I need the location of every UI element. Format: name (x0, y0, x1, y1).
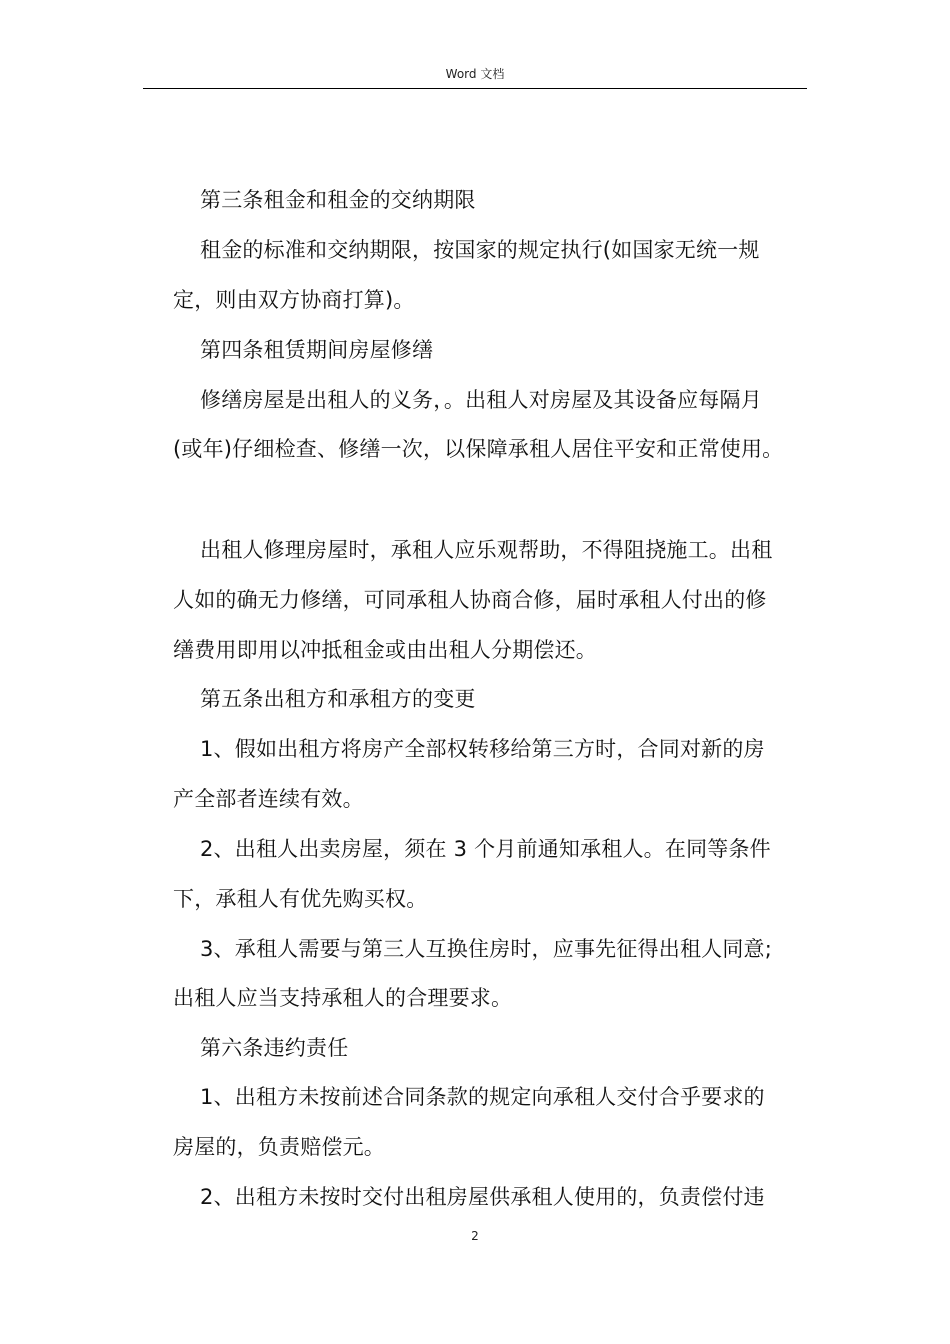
paragraph-line: 出租人应当支持承租人的合理要求。 (173, 986, 513, 1010)
paragraph-line: 缮费用即用以冲抵租金或由出租人分期偿还。 (173, 638, 597, 662)
paragraph-line: 房屋的，负责赔偿元。 (173, 1135, 385, 1159)
article-4-heading: 第四条租赁期间房屋修缮 (200, 338, 434, 362)
article-3-heading: 第三条租金和租金的交纳期限 (200, 188, 476, 212)
paragraph-line: 1、假如出租方将房产全部权转移给第三方时，合同对新的房 (200, 737, 765, 761)
paragraph-line: 1、出租方未按前述合同条款的规定向承租人交付合乎要求的 (200, 1085, 765, 1109)
paragraph-line: 3、承租人需要与第三人互换住房时，应事先征得出租人同意; (200, 937, 773, 961)
paragraph-line: 产全部者连续有效。 (173, 787, 364, 811)
paragraph-line: (或年)仔细检查、修缮一次，以保障承租人居住平安和正常使用。 (173, 437, 784, 461)
paragraph-line: 2、出租人出卖房屋，须在 3 个月前通知承租人。在同等条件 (200, 837, 771, 861)
article-5-heading: 第五条出租方和承租方的变更 (200, 687, 476, 711)
article-6-heading: 第六条违约责任 (200, 1036, 349, 1060)
paragraph-line: 出租人修理房屋时，承租人应乐观帮助，不得阻挠施工。出租 (200, 538, 773, 562)
paragraph-line: 定，则由双方协商打算)。 (173, 288, 415, 312)
paragraph-line: 租金的标准和交纳期限，按国家的规定执行(如国家无统一规 (200, 238, 760, 262)
paragraph-line: 下，承租人有优先购买权。 (173, 887, 428, 911)
page-number: 2 (471, 1229, 479, 1243)
header-divider (143, 88, 807, 89)
page-header-title: Word 文档 (445, 67, 505, 81)
paragraph-line: 修缮房屋是出租人的义务，。出租人对房屋及其设备应每隔月 (200, 388, 762, 412)
paragraph-line: 人如的确无力修缮，可同承租人协商合修，届时承租人付出的修 (173, 588, 767, 612)
paragraph-line: 2、出租方未按时交付出租房屋供承租人使用的，负责偿付违 (200, 1185, 765, 1209)
